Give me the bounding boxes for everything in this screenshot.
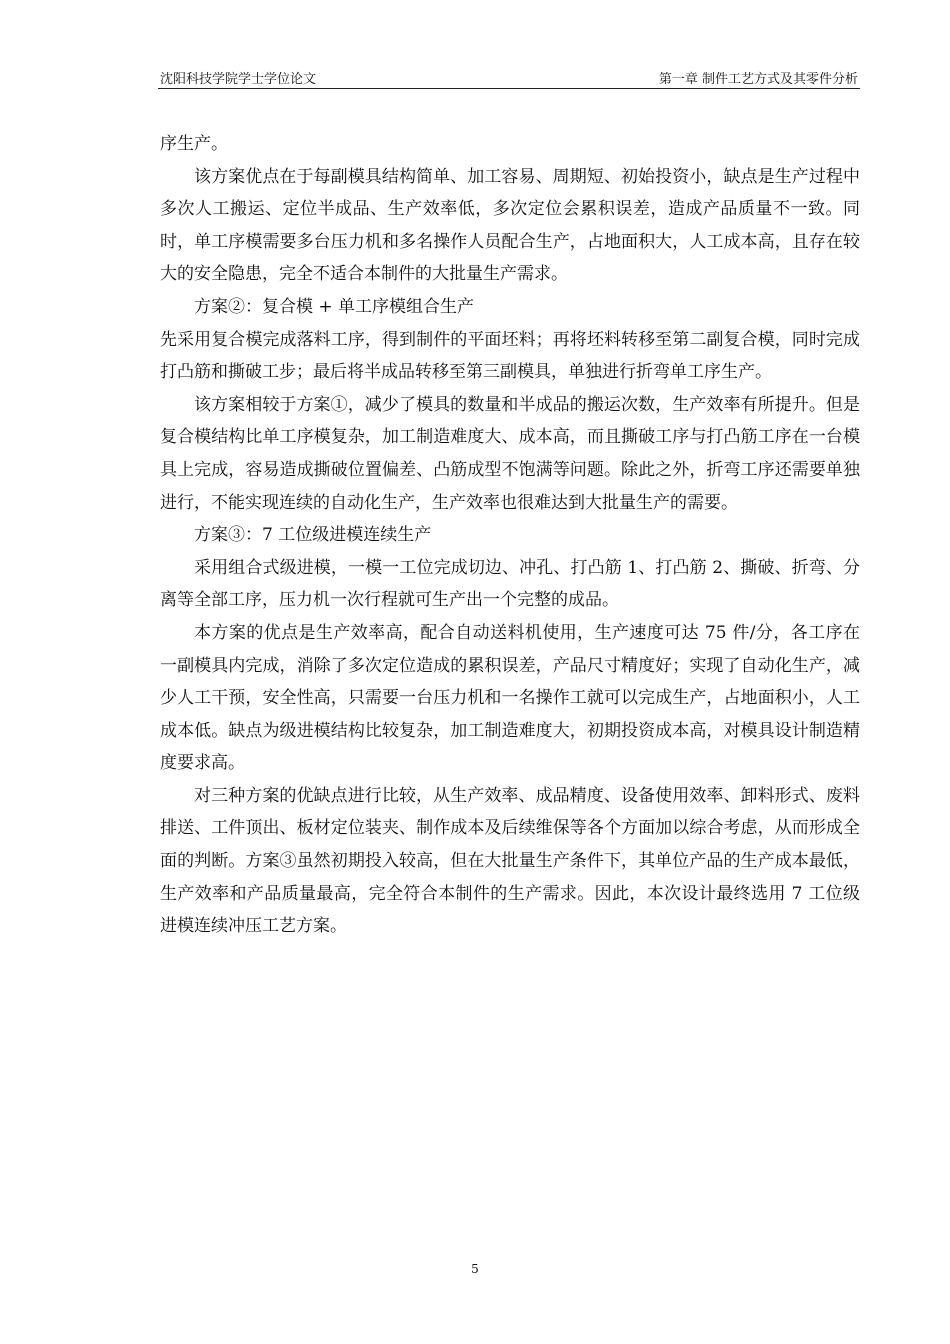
paragraph-plan2-evaluation: 该方案相较于方案①，减少了模具的数量和半成品的搬运次数，生产效率有所提升。但是复合模结构比单工序模复杂，加工制造难度大、成本高，而且撕破工序与打凸筋工序在一台模具上完成，容易造成撕破位置偏差、凸筋成型不饱满等问题。除此之外，折弯工序还需要单独进行，不能实现连续的自动化生产，生产效率也很难达到大批量生产的需要。 [160,394,860,513]
header-school-title: 沈阳科技学院学士学位论文 [160,72,317,87]
document-body [160,128,860,943]
plan2-heading: 方案②：复合模 + 单工序模组合生产 [194,296,475,317]
page-number: 5 [471,1262,479,1276]
paragraph-conclusion: 对三种方案的优缺点进行比较，从生产效率、成品精度、设备使用效率、卸料形式、废料排送、工件顶出、板材定位装夹、制作成本及后续维保等各个方面加以综合考虑，从而形成全面的判断。方案③虽然初期投入较高，但在大批量生产条件下，其单位产品的生产成本最低，生产效率和产品质量最高，完全符合本制件的生产需求。因此，本次设计最终选用 7 工位级进模连续冲压工艺方案。 [160,785,860,937]
plan3-heading: 方案③：7 工位级进模连续生产 [194,525,432,546]
header-chapter-title: 第一章 制件工艺方式及其零件分析 [658,72,858,87]
paragraph-continuation: 序生产。 [160,134,228,154]
paragraph-plan3-evaluation: 本方案的优点是生产效率高，配合自动送料机使用，生产速度可达 75 件/分，各工序在一副模具内完成，消除了多次定位造成的累积误差，产品尺寸精度好；实现了自动化生产，减少人工干预，安全性高，只需要一台压力机和一名操作工就可以完成生产，占地面积小，人工成本低。缺点为级进模结构比较复杂，加工制造难度大，初期投资成本高，对模具设计制造精度要求高。 [160,622,860,774]
paragraph-plan3-description: 采用组合式级进模，一模一工位完成切边、冲孔、打凸筋 1、打凸筋 2、撕破、折弯、分离等全部工序，压力机一次行程就可生产出一个完整的成品。 [160,557,860,611]
page-header [158,64,860,89]
paragraph-plan2-description: 先采用复合模完成落料工序，得到制件的平面坯料；再将坯料转移至第二副复合模，同时完成打凸筋和撕破工步；最后将半成品转移至第三副模具，单独进行折弯单工序生产。 [160,329,860,383]
paragraph-plan1-evaluation: 该方案优点在于每副模具结构简单、加工容易、周期短、初始投资小，缺点是生产过程中多次人工搬运、定位半成品、生产效率低，多次定位会累积误差，造成产品质量不一致。同时，单工序模需要多台压力机和多名操作人员配合生产，占地面积大，人工成本高，且存在较大的安全隐患，完全不适合本制件的大批量生产需求。 [160,166,860,285]
